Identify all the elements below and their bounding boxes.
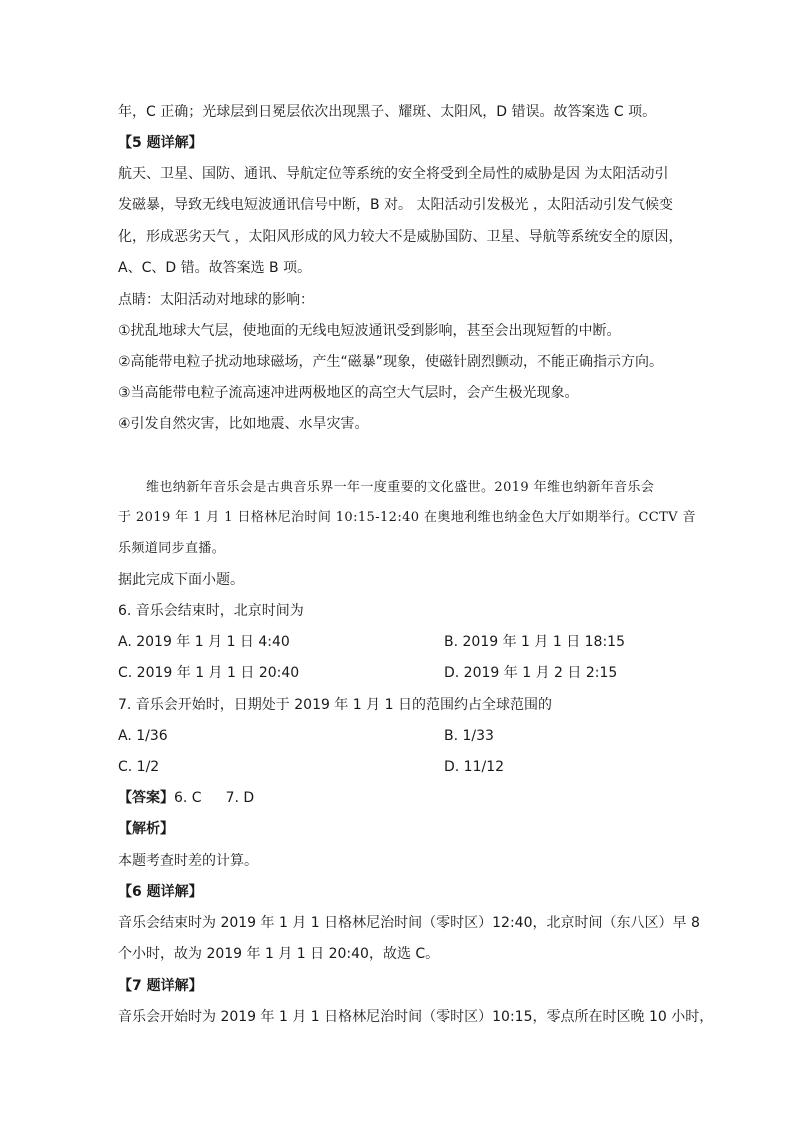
passage-line: 乐频道同步直播。: [118, 541, 226, 556]
text-line: 音乐会结束时为 2019 年 1 月 1 日格林尼治时间（零时区）12:40，北京时间（东八区）早 8: [118, 915, 700, 931]
list-item: ②高能带电粒子扰动地球磁场，产生“磁暴”现象，使磁针剧烈颤动，不能正确指示方向。: [118, 354, 664, 370]
q7-option-c: C. 1/2: [118, 759, 160, 775]
section-heading-q7: 【7 题详解】: [118, 978, 203, 994]
section-heading-q5: 【5 题详解】: [118, 135, 203, 151]
passage-line: 于 2019 年 1 月 1 日格林尼治时间 10:15-12:40 在奥地利维也纳金色大厅如期举行。CCTV 音: [118, 510, 696, 525]
text-line: 本题考查时差的计算。: [118, 853, 258, 869]
q7-option-a: A. 1/36: [118, 728, 168, 744]
answer-label: 【答案】: [118, 790, 174, 806]
text-line: 年，C 正确；光球层到日冕层依次出现黑子、耀斑、太阳风，D 错误。故答案选 C 项。: [118, 104, 657, 120]
q6-option-c: C. 2019 年 1 月 1 日 20:40: [118, 665, 300, 681]
text-line: A、C、D 错。故答案选 B 项。: [118, 260, 312, 276]
text-line: 发磁暴，导致无线电短波通讯信号中断，B 对。 太阳活动引发极光 ，太阳活动引发气候变: [118, 197, 673, 213]
text-line: 音乐会开始时为 2019 年 1 月 1 日格林尼治时间（零时区）10:15，零点所在时区晚 10 小时，: [118, 1009, 714, 1025]
list-item: ③当高能带电粒子流高速冲进两极地区的高空大气层时，会产生极光现象。: [118, 385, 579, 401]
section-heading-q6: 【6 题详解】: [118, 884, 203, 900]
note-heading: 点睛：太阳活动对地球的影响：: [118, 292, 314, 308]
question-7: 7. 音乐会开始时，日期处于 2019 年 1 月 1 日的范围约占全球范围的: [118, 697, 552, 713]
q7-option-b: B. 1/33: [444, 728, 494, 744]
q7-option-d: D. 11/12: [444, 759, 505, 775]
text-line: 个小时，故为 2019 年 1 月 1 日 20:40，故选 C。: [118, 946, 440, 962]
list-item: ①扰乱地球大气层，使地面的无线电短波通讯受到影响，甚至会出现短暂的中断。: [118, 323, 621, 339]
passage-line: 维也纳新年音乐会是古典音乐界一年一度重要的文化盛世。2019 年维也纳新年音乐会: [146, 480, 655, 495]
q6-option-d: D. 2019 年 1 月 2 日 2:15: [444, 665, 618, 681]
analysis-heading: 【解析】: [118, 821, 174, 837]
answer-6: 6. C: [174, 790, 202, 806]
answer-7: 7. D: [225, 790, 255, 806]
answer-line: [118, 788, 254, 808]
text-line: 化，形成恶劣天气 ，太阳风形成的风力较大不是威胁国防、卫星、导航等系统安全的原因，: [118, 229, 683, 245]
question-6: 6. 音乐会结束时，北京时间为: [118, 603, 304, 619]
text-line: 航天、卫星、国防、通讯、导航定位等系统的安全将受到全局性的威胁是因 为太阳活动引: [118, 166, 669, 182]
instruction: 据此完成下面小题。: [118, 572, 244, 588]
list-item: ④引发自然灾害，比如地震、水旱灾害。: [118, 416, 369, 432]
q6-option-a: A. 2019 年 1 月 1 日 4:40: [118, 634, 290, 650]
q6-option-b: B. 2019 年 1 月 1 日 18:15: [444, 634, 625, 650]
